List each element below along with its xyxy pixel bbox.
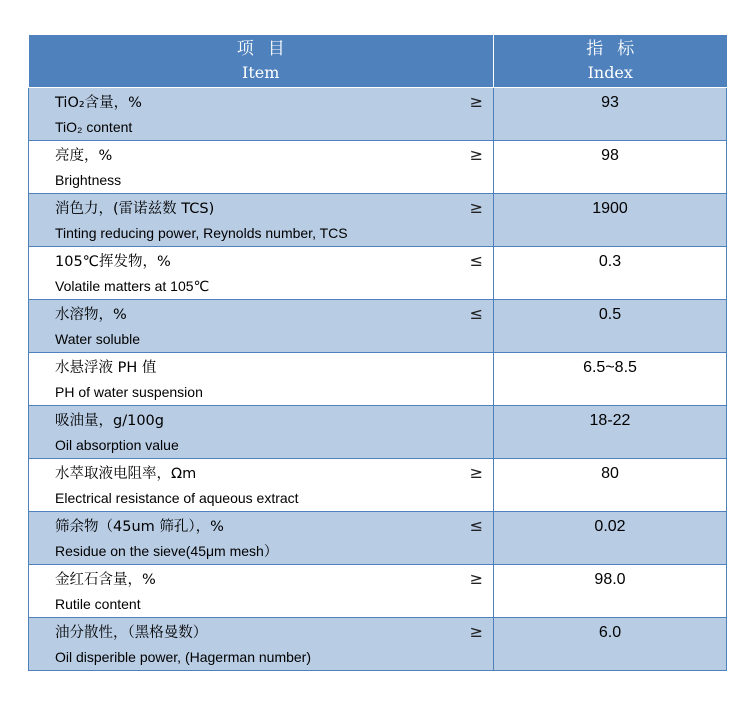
item-cell <box>29 565 494 618</box>
index-cell <box>494 459 727 512</box>
item-name-en: Volatile matters at 105℃ <box>55 278 210 294</box>
comparison-operator: ≥ <box>469 198 483 217</box>
table-row <box>29 194 727 247</box>
index-value: 6.0 <box>598 624 622 641</box>
item-name-en: Oil absorption value <box>55 437 179 453</box>
item-cell <box>29 141 494 194</box>
index-cell <box>494 618 727 671</box>
item-name-zh: 水萃取液电阻率，Ωm <box>55 466 197 482</box>
index-cell <box>494 194 727 247</box>
index-value: 18-22 <box>589 412 631 429</box>
index-value: 93 <box>601 94 619 111</box>
header-item-zh: 项目 <box>236 39 299 59</box>
comparison-operator: ≥ <box>469 463 483 482</box>
item-name-en: Rutile content <box>55 596 141 612</box>
index-cell <box>494 512 727 565</box>
header-row <box>29 35 727 88</box>
index-value: 0.3 <box>598 253 622 270</box>
index-cell <box>494 353 727 406</box>
item-name-zh: 水悬浮液 PH 值 <box>55 360 157 376</box>
header-index-zh: 指标 <box>586 39 649 59</box>
index-value: 80 <box>601 465 619 482</box>
comparison-operator: ≥ <box>469 145 483 164</box>
header-item <box>29 35 494 88</box>
comparison-operator: ≤ <box>469 304 483 323</box>
item-name-zh: 吸油量，g/100g <box>55 413 164 429</box>
table-row <box>29 565 727 618</box>
item-cell <box>29 300 494 353</box>
item-name-en: Water soluble <box>55 331 141 347</box>
table-row <box>29 512 727 565</box>
index-cell <box>494 141 727 194</box>
item-name-zh: 筛余物（45um 筛孔），% <box>55 519 224 535</box>
header-index <box>494 35 727 88</box>
item-name-zh: TiO₂含量，% <box>55 95 142 111</box>
index-cell <box>494 406 727 459</box>
item-cell <box>29 353 494 406</box>
index-value: 98 <box>601 147 619 164</box>
table-row <box>29 406 727 459</box>
table-row <box>29 300 727 353</box>
index-value: 1900 <box>592 200 628 217</box>
item-name-zh: 105℃挥发物，% <box>55 254 171 270</box>
index-value: 0.5 <box>598 306 622 323</box>
table-row <box>29 247 727 300</box>
spec-table <box>28 35 727 671</box>
item-name-zh: 水溶物，% <box>55 307 127 323</box>
item-name-en: PH of water suspension <box>55 384 203 400</box>
item-name-en: Oil disperible power, (Hagerman number) <box>55 649 311 665</box>
item-cell <box>29 247 494 300</box>
item-cell <box>29 618 494 671</box>
item-name-en: TiO₂ content <box>55 119 133 135</box>
item-cell <box>29 459 494 512</box>
header-index-en: Index <box>587 63 633 82</box>
table-row <box>29 88 727 141</box>
item-name-zh: 消色力，(雷诺兹数 TCS) <box>55 201 215 217</box>
index-cell <box>494 565 727 618</box>
index-value: 0.02 <box>594 518 626 535</box>
item-name-en: Brightness <box>55 172 122 188</box>
comparison-operator: ≥ <box>469 569 483 588</box>
item-name-en: Electrical resistance of aqueous extract <box>55 490 299 506</box>
index-value: 98.0 <box>594 571 626 588</box>
item-cell <box>29 194 494 247</box>
item-name-zh: 亮度，% <box>55 148 113 164</box>
comparison-operator: ≤ <box>469 516 483 535</box>
table-row <box>29 459 727 512</box>
index-value: 6.5~8.5 <box>583 359 637 376</box>
index-cell <box>494 247 727 300</box>
table-row <box>29 141 727 194</box>
item-name-zh: 油分散性，（黑格曼数） <box>55 625 208 641</box>
item-cell <box>29 512 494 565</box>
table-row <box>29 353 727 406</box>
index-cell <box>494 88 727 141</box>
item-name-zh: 金红石含量，% <box>55 572 156 588</box>
comparison-operator: ≤ <box>469 251 483 270</box>
item-name-en: Tinting reducing power, Reynolds number, TCS <box>55 225 348 241</box>
item-name-en: Residue on the sieve(45μm mesh） <box>55 543 278 559</box>
item-cell <box>29 88 494 141</box>
comparison-operator: ≥ <box>469 622 483 641</box>
comparison-operator: ≥ <box>469 92 483 111</box>
index-cell <box>494 300 727 353</box>
item-cell <box>29 406 494 459</box>
table-header <box>29 35 727 88</box>
header-item-en: Item <box>242 63 280 82</box>
table-body <box>29 88 727 671</box>
table-row <box>29 618 727 671</box>
